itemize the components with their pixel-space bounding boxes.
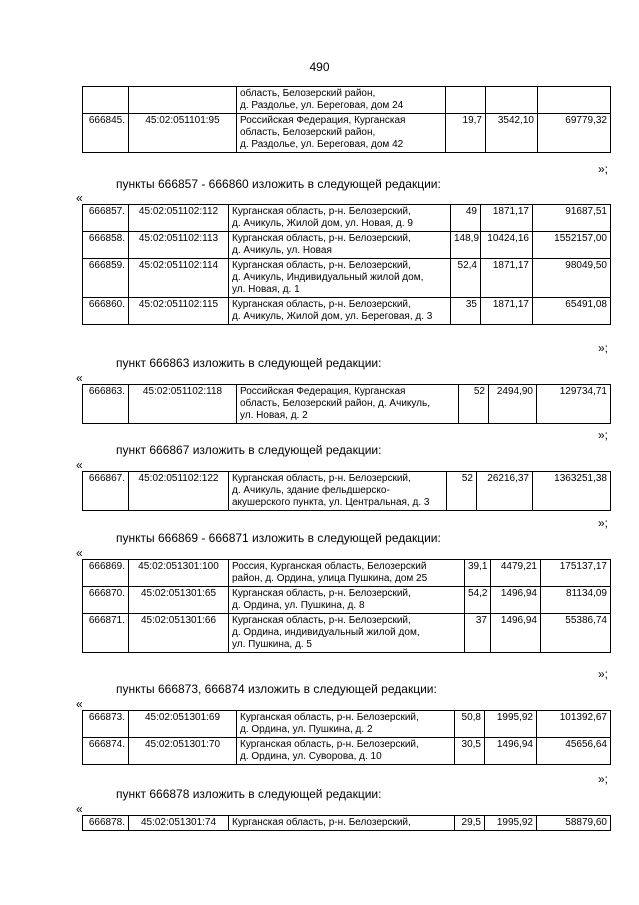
closing-quote: »; [598, 428, 609, 442]
opening-quote: « [76, 458, 83, 472]
table-row [83, 259, 611, 298]
table-row [83, 560, 611, 587]
row-number: 666873. [83, 711, 129, 738]
unit-price: 1496,94 [485, 738, 537, 765]
unit-price: 2494,90 [489, 385, 537, 424]
cadastral-number: 45:02:051301:65 [129, 587, 229, 614]
cadastral-number: 45:02:051301:74 [129, 816, 229, 831]
table-row [83, 232, 611, 259]
address-line: д. Ордина, индивидуальный жилой дом, [232, 627, 420, 638]
opening-quote: « [76, 697, 83, 711]
address [229, 472, 447, 511]
address [229, 587, 465, 614]
row-number: 666858. [83, 232, 129, 259]
address-line: ул. Новая, д. 1 [232, 284, 300, 295]
row-number [83, 87, 129, 114]
address-line: д. Раздолье, ул. Береговая, дом 24 [240, 100, 404, 111]
address-line: Российская Федерация, Курганская [240, 115, 406, 126]
cadastral-value: 98049,50 [533, 259, 611, 298]
opening-quote: « [76, 371, 83, 385]
address-line: д. Ачикуль, Жилой дом, ул. Береговая, д. 3 [232, 311, 433, 322]
table-row [83, 385, 611, 424]
unit-price: 1871,17 [481, 205, 533, 232]
address-line: д. Раздолье, ул. Береговая, дом 42 [240, 139, 404, 150]
cadastral-value: 55386,74 [541, 614, 611, 653]
table-row [83, 298, 611, 325]
unit-price: 10424,16 [481, 232, 533, 259]
cadastral-value: 129734,71 [537, 385, 611, 424]
area: 49 [451, 205, 481, 232]
property-table [82, 471, 611, 511]
unit-price: 1871,17 [481, 298, 533, 325]
property-table [82, 384, 611, 424]
address [237, 87, 446, 114]
area: 52,4 [451, 259, 481, 298]
cadastral-number: 45:02:051101:95 [129, 114, 237, 153]
row-number: 666867. [83, 472, 129, 511]
cadastral-value: 1552157,00 [533, 232, 611, 259]
cadastral-number: 45:02:051102:114 [129, 259, 229, 298]
cadastral-value: 65491,08 [533, 298, 611, 325]
cadastral-number: 45:02:051301:69 [129, 711, 237, 738]
address [237, 114, 446, 153]
unit-price: 1871,17 [481, 259, 533, 298]
table-row [83, 587, 611, 614]
address-line: Курганская область, р-н. Белозерский, [240, 712, 419, 723]
address [229, 614, 465, 653]
table-row [83, 614, 611, 653]
cadastral-value: 81134,09 [541, 587, 611, 614]
address-line: область, Белозерский район, [240, 127, 376, 138]
table-row [83, 205, 611, 232]
closing-quote: »; [598, 162, 609, 176]
cadastral-number: 45:02:051301:100 [129, 560, 229, 587]
address-line: д. Ачикуль, Индивидуальный жилой дом, [232, 272, 424, 283]
row-number: 666857. [83, 205, 129, 232]
cadastral-number: 45:02:051102:118 [129, 385, 237, 424]
amendment-text: пункт 666867 изложить в следующей редакции: [116, 443, 382, 457]
cadastral-value: 45656,64 [537, 738, 611, 765]
property-table [82, 815, 611, 831]
area: 30,5 [455, 738, 485, 765]
address-line: д. Ордина, ул. Пушкина, д. 8 [232, 600, 365, 611]
area: 52 [447, 472, 477, 511]
area: 148,9 [451, 232, 481, 259]
unit-price [486, 87, 538, 114]
address [237, 738, 455, 765]
row-number: 666874. [83, 738, 129, 765]
address [237, 385, 459, 424]
cadastral-number: 45:02:051102:113 [129, 232, 229, 259]
cadastral-number: 45:02:051301:66 [129, 614, 229, 653]
closing-quote: »; [598, 772, 609, 786]
unit-price: 4479,21 [491, 560, 541, 587]
table-row [83, 711, 611, 738]
cadastral-value: 69779,32 [538, 114, 611, 153]
address-line: д. Ачикуль, ул. Новая [232, 245, 332, 256]
table-row [83, 114, 611, 153]
area: 19,7 [446, 114, 486, 153]
address-line: Россия, Курганская область, Белозерский [232, 561, 427, 572]
property-table [82, 559, 611, 653]
cadastral-value: 58879,60 [537, 816, 611, 831]
address [229, 259, 451, 298]
cadastral-number: 45:02:051102:122 [129, 472, 229, 511]
address-line: Курганская область, р-н. Белозерский, [232, 817, 411, 828]
address-line: Курганская область, р-н. Белозерский, [232, 473, 411, 484]
address-line: Курганская область, р-н. Белозерский, [232, 299, 411, 310]
area: 50,8 [455, 711, 485, 738]
cadastral-value: 175137,17 [541, 560, 611, 587]
area: 39,1 [465, 560, 491, 587]
amendment-text: пункты 666869 - 666871 изложить в следующей редакции: [116, 531, 441, 545]
row-number: 666871. [83, 614, 129, 653]
row-number: 666878. [83, 816, 129, 831]
opening-quote: « [76, 191, 83, 205]
row-number: 666869. [83, 560, 129, 587]
property-table [82, 204, 611, 325]
unit-price: 1496,94 [491, 614, 541, 653]
row-number: 666859. [83, 259, 129, 298]
unit-price: 1995,92 [485, 816, 537, 831]
cadastral-number: 45:02:051301:70 [129, 738, 237, 765]
address-line: д. Ордина, ул. Пушкина, д. 2 [240, 724, 373, 735]
address-line: Курганская область, р-н. Белозерский, [232, 206, 411, 217]
row-number: 666845. [83, 114, 129, 153]
address [229, 816, 455, 831]
address-line: район, д. Ордина, улица Пушкина, дом 25 [232, 573, 428, 584]
table-row [83, 87, 611, 114]
address [229, 232, 451, 259]
unit-price: 3542,10 [486, 114, 538, 153]
address-line: Российская Федерация, Курганская [240, 386, 406, 397]
address-line: Курганская область, р-н. Белозерский, [232, 260, 411, 271]
amendment-text: пункты 666857 - 666860 изложить в следующей редакции: [116, 177, 441, 191]
unit-price: 1995,92 [485, 711, 537, 738]
address-line: область, Белозерский район, д. Ачикуль, [240, 398, 430, 409]
unit-price: 1496,94 [491, 587, 541, 614]
address-line: ул. Новая, д. 2 [240, 410, 308, 421]
cadastral-value: 1363251,38 [533, 472, 611, 511]
cadastral-value [538, 87, 611, 114]
area: 52 [459, 385, 489, 424]
opening-quote: « [76, 802, 83, 816]
table-row [83, 816, 611, 831]
amendment-text: пункты 666873, 666874 изложить в следующей редакции: [116, 682, 437, 696]
address-line: область, Белозерский район, [240, 88, 376, 99]
amendment-text: пункт 666863 изложить в следующей редакции: [116, 356, 382, 370]
row-number: 666870. [83, 587, 129, 614]
address-line: ул. Пушкина, д. 5 [232, 639, 312, 650]
address-line: Курганская область, р-н. Белозерский, [232, 588, 411, 599]
address-line: Курганская область, р-н. Белозерский, [232, 233, 411, 244]
unit-price: 26216,37 [477, 472, 533, 511]
address [237, 711, 455, 738]
area: 37 [465, 614, 491, 653]
cadastral-number [129, 87, 237, 114]
cadastral-value: 91687,51 [533, 205, 611, 232]
property-table [82, 86, 611, 153]
address [229, 560, 465, 587]
page-number: 490 [309, 60, 330, 74]
cadastral-number: 45:02:051102:112 [129, 205, 229, 232]
table-row [83, 472, 611, 511]
address [229, 205, 451, 232]
row-number: 666860. [83, 298, 129, 325]
address-line: д. Ачикуль, Жилой дом, ул. Новая, д. 9 [232, 218, 413, 229]
address [229, 298, 451, 325]
cadastral-number: 45:02:051102:115 [129, 298, 229, 325]
address-line: Курганская область, р-н. Белозерский, [240, 739, 419, 750]
closing-quote: »; [598, 341, 609, 355]
area: 54,2 [465, 587, 491, 614]
address-line: д. Ордина, ул. Суворова, д. 10 [240, 751, 382, 762]
address-line: Курганская область, р-н. Белозерский, [232, 615, 411, 626]
address-line: акушерского пункта, ул. Центральная, д. 3 [232, 497, 430, 508]
closing-quote: »; [598, 516, 609, 530]
amendment-text: пункт 666878 изложить в следующей редакции: [116, 787, 382, 801]
closing-quote: »; [598, 667, 609, 681]
area: 35 [451, 298, 481, 325]
row-number: 666863. [83, 385, 129, 424]
table-row [83, 738, 611, 765]
area [446, 87, 486, 114]
area: 29,5 [455, 816, 485, 831]
property-table [82, 710, 611, 765]
cadastral-value: 101392,67 [537, 711, 611, 738]
address-line: д. Ачикуль, здание фельдшерско- [232, 485, 390, 496]
opening-quote: « [76, 546, 83, 560]
